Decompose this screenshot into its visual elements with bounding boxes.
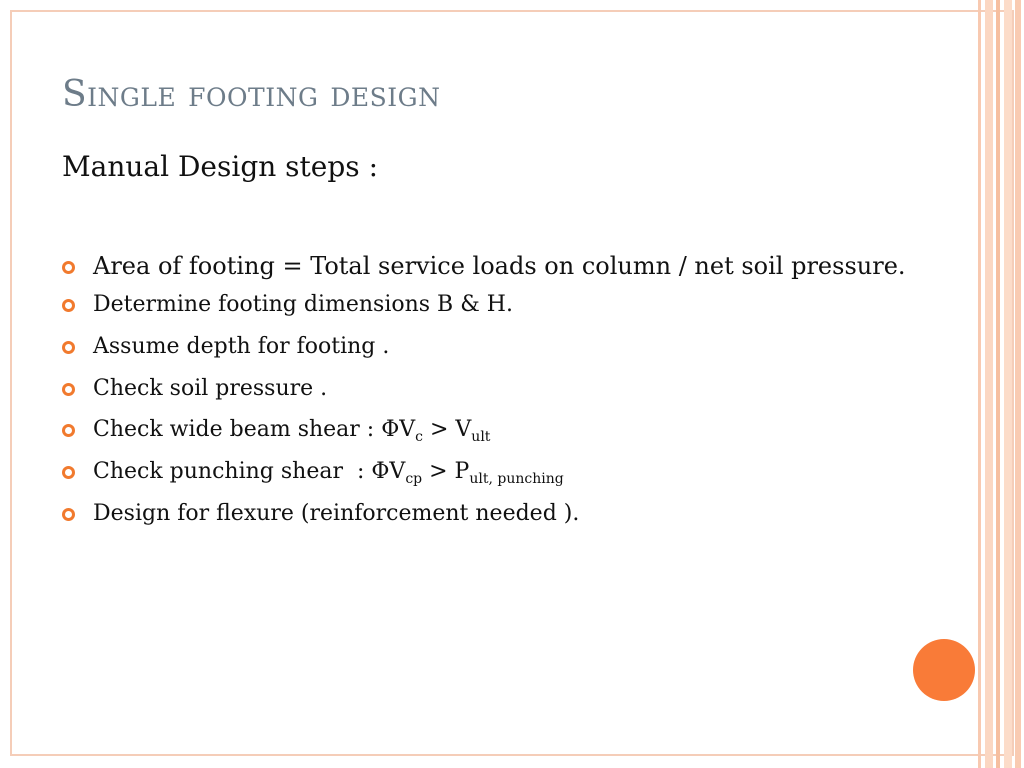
subscript: ult (471, 429, 491, 446)
decorative-stripe (985, 0, 993, 768)
bullet-text-colon: : ΦV (356, 459, 406, 485)
bullet-text: Area of footing = Total service loads on column / net soil pressure. (93, 252, 906, 280)
orange-ring-icon (62, 383, 75, 396)
bullet-item-design-flexure (62, 499, 922, 529)
bullet-item-wide-beam-shear (62, 415, 922, 445)
slide-title: Single footing design (62, 74, 441, 115)
orange-ring-icon (62, 261, 75, 274)
bullet-text: Determine footing dimensions B & H. (93, 292, 513, 318)
decorative-stripe (1015, 0, 1021, 768)
orange-circle-icon (913, 639, 975, 701)
decorative-stripe (978, 0, 981, 768)
bullet-item-punching-shear (62, 457, 922, 487)
orange-ring-icon (62, 508, 75, 521)
bullet-text: Design for flexure (reinforcement needed ). (93, 500, 580, 526)
orange-ring-icon (62, 424, 75, 437)
bullet-text-prefix: Check wide beam shear : ΦV (93, 417, 416, 443)
bullet-text: Assume depth for footing . (93, 334, 390, 360)
slide-subtitle: Manual Design steps : (62, 150, 378, 183)
bullet-item-area-of-footing (62, 250, 922, 282)
orange-ring-icon (62, 299, 75, 312)
bullet-item-assume-depth (62, 332, 922, 362)
subscript: c (415, 429, 423, 446)
orange-ring-icon (62, 341, 75, 354)
decorative-stripe (1004, 0, 1012, 768)
bullet-text-prefix: Check punching shear (93, 459, 343, 485)
bullet-item-soil-pressure (62, 374, 922, 404)
bullet-text-middle: > P (422, 459, 470, 485)
decorative-stripe (996, 0, 1000, 768)
bullet-list (62, 250, 922, 541)
subscript: cp (405, 471, 423, 488)
bullet-text-middle: > V (422, 417, 472, 443)
orange-ring-icon (62, 466, 75, 479)
bullet-text: Check soil pressure . (93, 375, 328, 401)
bullet-item-footing-dimensions (62, 290, 922, 320)
subscript: ult, punching (469, 471, 564, 488)
